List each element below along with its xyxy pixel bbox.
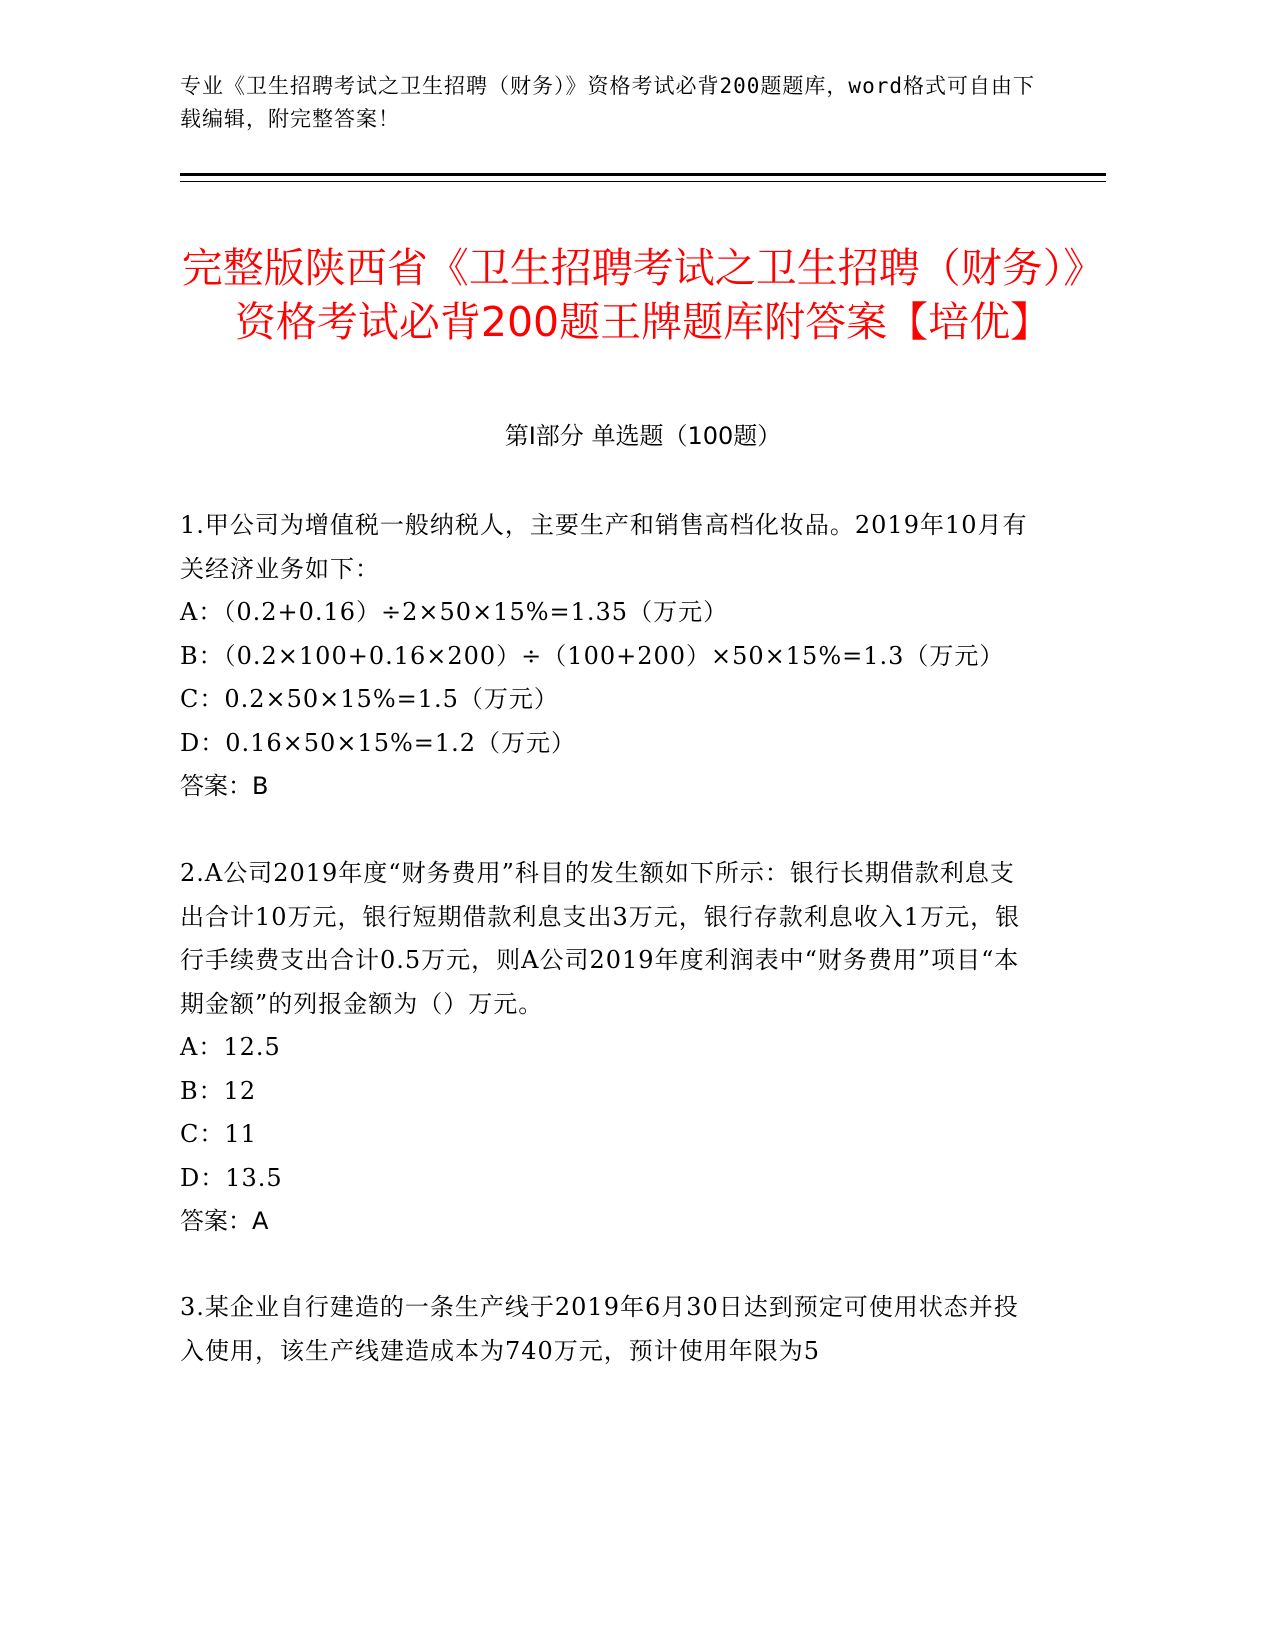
document-title: 完整版陕西省《卫生招聘考试之卫生招聘（财务）》资格考试必背200题王牌题库附答案【培优】 [181, 244, 1105, 347]
question-2 [180, 852, 1030, 1244]
answer: 答案：B [180, 772, 269, 800]
option-a: A：12.5 [180, 1033, 281, 1061]
section-heading: 第I部分 单选题（100题） [504, 422, 782, 450]
option-b: B：12 [180, 1076, 257, 1105]
question-stem: 3.某企业自行建造的一条生产线于2019年6月30日达到预定可使用状态并投入使用，该生产线建造成本为740万元，预计使用年限为5 [180, 1293, 1019, 1365]
header-divider-thick [180, 173, 1106, 176]
option-c: C：11 [180, 1120, 257, 1148]
option-b: B：（0.2×100+0.16×200）÷（100+200）×50×15%=1.3（万元） [180, 641, 1005, 670]
option-d: D：13.5 [180, 1163, 283, 1192]
option-c: C：0.2×50×15%=1.5（万元） [180, 685, 559, 713]
question-1 [180, 504, 1030, 809]
option-d: D：0.16×50×15%=1.2（万元） [180, 728, 577, 757]
header-note: 专业《卫生招聘考试之卫生招聘（财务）》资格考试必背200题题库，word格式可自由下载编辑，附完整答案！ [180, 74, 1035, 131]
option-a: A：（0.2+0.16）÷2×50×15%=1.35（万元） [180, 598, 729, 626]
answer: 答案：A [180, 1207, 269, 1235]
question-stem: 2.A公司2019年度“财务费用”科目的发生额如下所示：银行长期借款利息支出合计10万元，银行短期借款利息支出3万元，银行存款利息收入1万元，银行手续费支出合计0.5万元，则A公司2019年度利润表中“财务费用”项目“本期金额”的列报金额为（）万元。 [180, 859, 1021, 1018]
header-divider-thin [180, 181, 1106, 182]
question-stem: 1.甲公司为增值税一般纳税人，主要生产和销售高档化妆品。2019年10月有关经济业务如下： [180, 511, 1028, 583]
question-3 [180, 1286, 1030, 1373]
